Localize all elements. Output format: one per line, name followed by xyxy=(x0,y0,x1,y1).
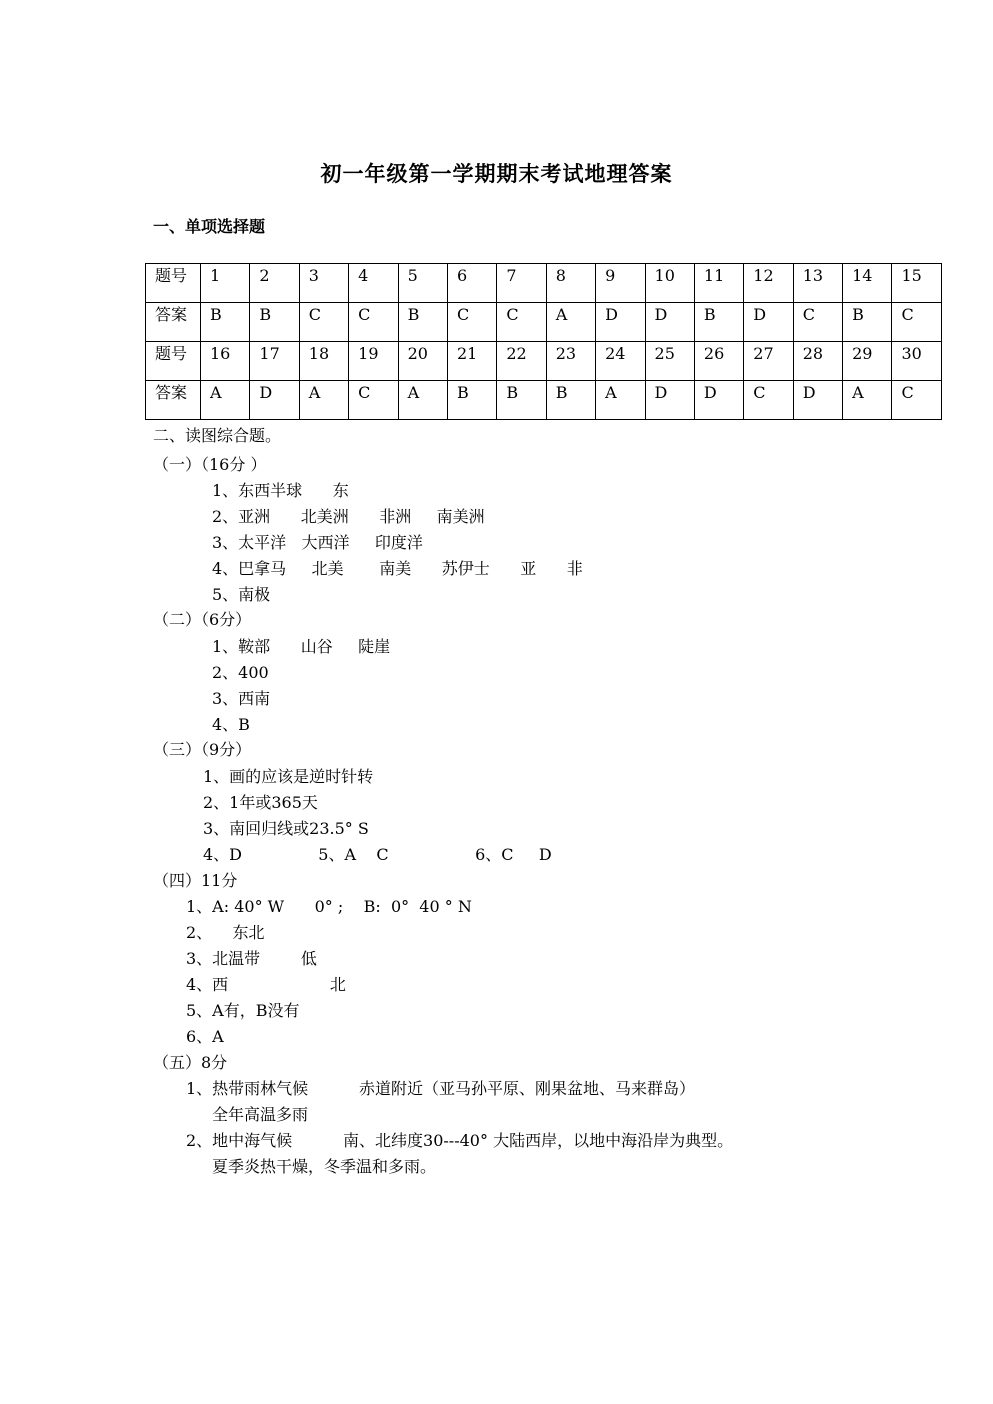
table-cell: C xyxy=(349,381,398,420)
answer-line: 3、北温带 低 xyxy=(186,949,317,968)
table-cell: 4 xyxy=(349,264,398,303)
table-cell: B xyxy=(497,381,546,420)
table-cell: C xyxy=(744,381,793,420)
table-row xyxy=(146,303,942,342)
table-cell: 8 xyxy=(546,264,595,303)
table-row xyxy=(146,264,942,303)
row-label: 题号 xyxy=(146,342,201,381)
table-cell: B xyxy=(546,381,595,420)
table-cell: A xyxy=(596,381,645,420)
answer-line: 夏季炎热干燥，冬季温和多雨。 xyxy=(212,1157,437,1176)
answer-line: 1、东西半球 东 xyxy=(212,481,349,500)
answer-line: 4、D 5、A C 6、C D xyxy=(203,845,552,864)
table-cell: B xyxy=(694,303,743,342)
answer-line: 3、太平洋 大西洋 印度洋 xyxy=(212,533,423,552)
page-title: 初一年级第一学期期末考试地理答案 xyxy=(320,161,673,186)
row-label: 题号 xyxy=(146,264,201,303)
table-cell: 5 xyxy=(398,264,447,303)
table-cell: 22 xyxy=(497,342,546,381)
part-2-heading: （二）（6分） xyxy=(153,610,252,629)
table-cell: 17 xyxy=(250,342,299,381)
section-1-heading: 一、单项选择题 xyxy=(153,217,266,236)
table-cell: 19 xyxy=(349,342,398,381)
table-cell: 30 xyxy=(892,342,942,381)
table-cell: 24 xyxy=(596,342,645,381)
table-cell: 15 xyxy=(892,264,942,303)
table-cell: D xyxy=(596,303,645,342)
answer-line: 5、A有，B没有 xyxy=(186,1001,300,1020)
table-cell: 18 xyxy=(299,342,348,381)
table-cell: 7 xyxy=(497,264,546,303)
table-cell: D xyxy=(645,381,694,420)
table-cell: 1 xyxy=(201,264,250,303)
table-row xyxy=(146,381,942,420)
answer-line: 2、 东北 xyxy=(186,923,265,942)
table-cell: D xyxy=(250,381,299,420)
table-cell: 20 xyxy=(398,342,447,381)
table-cell: A xyxy=(546,303,595,342)
table-cell: 10 xyxy=(645,264,694,303)
table-cell: B xyxy=(447,381,496,420)
table-cell: C xyxy=(892,381,942,420)
part-4-heading: （四）11分 xyxy=(153,871,238,890)
table-cell: 25 xyxy=(645,342,694,381)
table-cell: 27 xyxy=(744,342,793,381)
table-cell: 14 xyxy=(843,264,892,303)
section-2-heading: 二、读图综合题。 xyxy=(153,426,282,445)
answer-line: 4、B xyxy=(212,715,250,734)
table-cell: C xyxy=(793,303,842,342)
answer-line: 3、西南 xyxy=(212,689,271,708)
table-cell: C xyxy=(349,303,398,342)
table-cell: D xyxy=(793,381,842,420)
answer-line: 4、巴拿马 北美 南美 苏伊士 亚 非 xyxy=(212,559,583,578)
table-cell: A xyxy=(398,381,447,420)
part-5-heading: （五）8分 xyxy=(153,1053,228,1072)
table-cell: B xyxy=(843,303,892,342)
table-cell: 29 xyxy=(843,342,892,381)
table-cell: 13 xyxy=(793,264,842,303)
table-cell: B xyxy=(201,303,250,342)
part-1-heading: （一）（16分 ） xyxy=(153,455,267,474)
answer-line: 全年高温多雨 xyxy=(212,1105,309,1124)
answer-line: 1、鞍部 山谷 陡崖 xyxy=(212,637,391,656)
table-cell: D xyxy=(744,303,793,342)
row-label: 答案 xyxy=(146,303,201,342)
table-cell: C xyxy=(497,303,546,342)
table-cell: 26 xyxy=(694,342,743,381)
answer-table xyxy=(145,263,942,420)
answer-line: 2、400 xyxy=(212,663,269,682)
table-cell: 28 xyxy=(793,342,842,381)
answer-line: 1、热带雨林气候 赤道附近（亚马孙平原、刚果盆地、马来群岛） xyxy=(186,1079,696,1098)
answer-line: 1、A: 40° W 0° ; B: 0° 40 ° N xyxy=(186,897,472,916)
table-cell: C xyxy=(892,303,942,342)
answer-line: 3、南回归线或23.5° S xyxy=(203,819,369,838)
table-cell: 3 xyxy=(299,264,348,303)
table-cell: 6 xyxy=(447,264,496,303)
answer-line: 2、地中海气候 南、北纬度30---40° 大陆西岸，以地中海沿岸为典型。 xyxy=(186,1131,734,1150)
table-cell: A xyxy=(299,381,348,420)
table-cell: A xyxy=(843,381,892,420)
table-cell: C xyxy=(299,303,348,342)
row-label: 答案 xyxy=(146,381,201,420)
table-cell: 9 xyxy=(596,264,645,303)
table-cell: 16 xyxy=(201,342,250,381)
table-cell: B xyxy=(398,303,447,342)
table-cell: 23 xyxy=(546,342,595,381)
table-cell: 11 xyxy=(694,264,743,303)
table-cell: 2 xyxy=(250,264,299,303)
answer-line: 2、亚洲 北美洲 非洲 南美洲 xyxy=(212,507,485,526)
table-cell: 21 xyxy=(447,342,496,381)
answer-line: 1、画的应该是逆时针转 xyxy=(203,767,374,786)
table-cell: A xyxy=(201,381,250,420)
table-cell: C xyxy=(447,303,496,342)
part-3-heading: （三）（9分） xyxy=(153,740,252,759)
table-cell: 12 xyxy=(744,264,793,303)
answer-line: 4、西 北 xyxy=(186,975,346,994)
answer-line: 5、南极 xyxy=(212,585,271,604)
answer-line: 6、A xyxy=(186,1027,224,1046)
table-row xyxy=(146,342,942,381)
answer-line: 2、1年或365天 xyxy=(203,793,318,812)
table-cell: B xyxy=(250,303,299,342)
table-cell: D xyxy=(645,303,694,342)
table-cell: D xyxy=(694,381,743,420)
